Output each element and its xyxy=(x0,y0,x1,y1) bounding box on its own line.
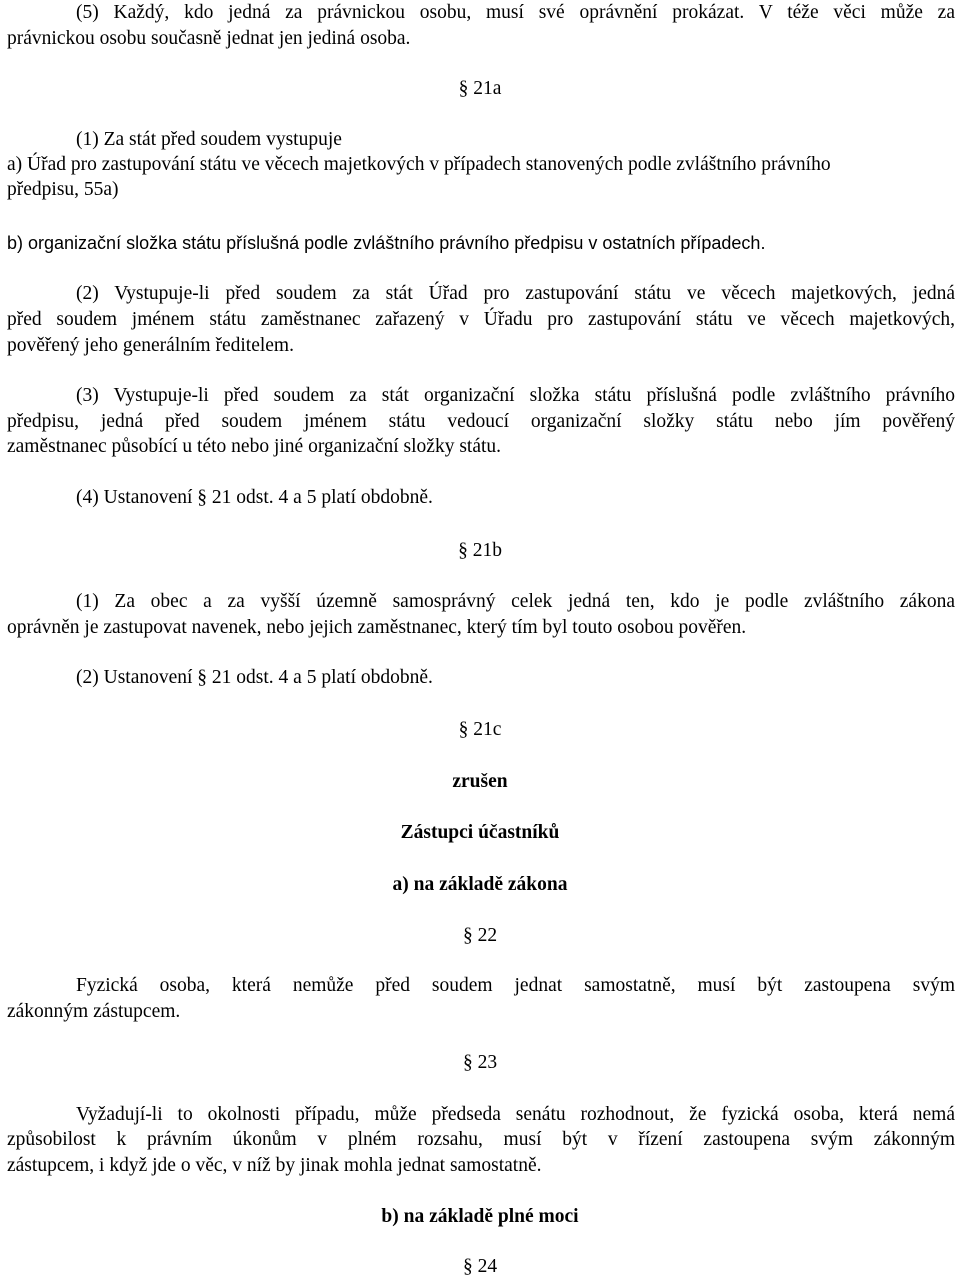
paragraph-5-line-1: (5) Každý, kdo jedná za právnickou osobu, musí své oprávnění prokázat. V téže věci může za xyxy=(76,2,955,23)
section-21a-par-2-line-1: (2) Vystupuje-li před soudem za stát Úřad pro zastupování státu ve věcech majetkových, jedná xyxy=(76,283,955,304)
section-21c-heading: § 21c xyxy=(458,719,502,740)
subheading-b: b) na základě plné moci xyxy=(381,1206,579,1227)
section-22-line-2: zákonným zástupcem. xyxy=(7,1001,181,1022)
chapter-heading-zastupci: Zástupci účastníků xyxy=(400,822,560,843)
section-23-line-1: Vyžadují-li to okolnosti případu, může předseda senátu rozhodnout, že fyzická osoba, která nemá xyxy=(76,1104,955,1125)
section-23-heading: § 23 xyxy=(462,1052,498,1073)
subheading-a: a) na základě zákona xyxy=(392,874,568,895)
section-23-line-3: zástupcem, i když jde o věc, v níž by jinak mohla jednat samostatně. xyxy=(7,1155,542,1176)
section-21a-par-1: (1) Za stát před soudem vystupuje xyxy=(76,129,342,150)
section-21a-item-a-line-1: a) Úřad pro zastupování státu ve věcech majetkových v případech stanovených podle zvláštního právního xyxy=(7,154,831,175)
section-21a-heading: § 21a xyxy=(458,78,502,99)
paragraph-5-line-2: právnickou osobu současně jednat jen jediná osoba. xyxy=(7,28,411,49)
section-21a-par-4: (4) Ustanovení § 21 odst. 4 a 5 platí obdobně. xyxy=(76,487,433,508)
section-21a-par-3-line-3: zaměstnanec působící u této nebo jiné organizační složky státu. xyxy=(7,436,502,457)
section-24-heading: § 24 xyxy=(462,1256,498,1277)
section-21b-par-1-line-2: oprávněn je zastupovat navenek, nebo jejich zaměstnanec, který tím byl touto osobou pověřen. xyxy=(7,617,747,638)
section-21a-par-3-line-2: předpisu, jedná před soudem jménem státu vedoucí organizační složky státu nebo jím pověřený xyxy=(7,411,955,432)
section-21a-item-a-line-2: předpisu, 55a) xyxy=(7,179,119,200)
section-21b-par-2: (2) Ustanovení § 21 odst. 4 a 5 platí obdobně. xyxy=(76,667,433,688)
section-21a-item-b: b) organizační složka státu příslušná podle zvláštního právního předpisu v ostatních případech. xyxy=(7,233,766,253)
section-22-line-1: Fyzická osoba, která nemůže před soudem jednat samostatně, musí být zastoupena svým xyxy=(76,975,955,996)
section-21b-heading: § 21b xyxy=(458,540,502,561)
section-23-line-2: způsobilost k právním úkonům v plném rozsahu, musí být v řízení zastoupena svým zákonným xyxy=(7,1129,955,1150)
section-21a-par-2-line-2: před soudem jménem státu zaměstnanec zařazený v Úřadu pro zastupování státu ve věcech majetkových, xyxy=(7,309,955,330)
section-21a-par-3-line-1: (3) Vystupuje-li před soudem za stát organizační složka státu příslušná podle zvláštního právního xyxy=(76,385,955,406)
section-21b-par-1-line-1: (1) Za obec a za vyšší územně samosprávný celek jedná ten, kdo je podle zvláštního zákona xyxy=(76,591,955,612)
section-21a-par-2-line-3: pověřený jeho generálním ředitelem. xyxy=(7,335,294,356)
section-22-heading: § 22 xyxy=(462,925,498,946)
section-21c-repealed: zrušen xyxy=(452,771,508,792)
